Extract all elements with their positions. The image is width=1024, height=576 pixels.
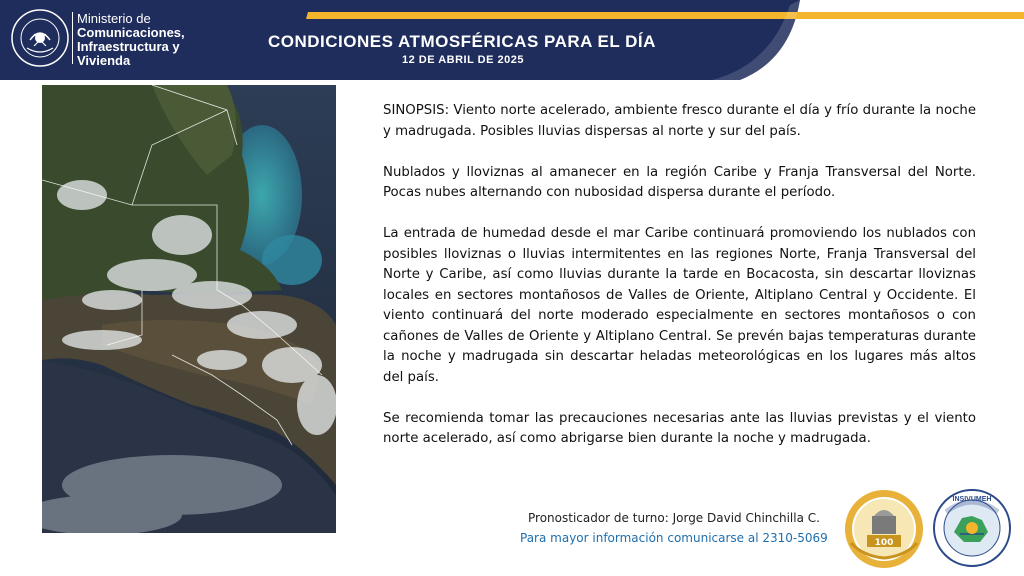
header-banner	[0, 0, 1024, 80]
forecaster-credit: Pronosticador de turno: Jorge David Chinchilla C.	[528, 511, 820, 525]
synopsis-paragraph: SINOPSIS: Viento norte acelerado, ambiente fresco durante el día y frío durante la noche y madrugada. Posibles lluvias dispersas al norte y sur del país.	[383, 103, 976, 139]
svg-text:100: 100	[874, 538, 894, 548]
satellite-image	[42, 85, 336, 533]
bulletin-body	[383, 101, 976, 470]
ministry-line-2: Comunicaciones,	[77, 25, 185, 40]
bulletin-date: 12 DE ABRIL DE 2025	[402, 54, 524, 66]
page-title: CONDICIONES ATMOSFÉRICAS PARA EL DÍA	[268, 32, 656, 51]
ministry-line-3: Infraestructura y	[77, 39, 180, 54]
ministry-line-1: Ministerio de	[77, 11, 151, 26]
ministry-divider	[72, 12, 73, 64]
ministry-name	[77, 12, 185, 68]
observatory-logo	[843, 488, 925, 570]
contact-info: Para mayor información comunicarse al 2310-5069	[520, 531, 828, 545]
guatemala-seal-icon	[10, 8, 70, 68]
recommendation-paragraph: Se recomienda tomar las precauciones necesarias ante las lluvias previstas y el viento norte acelerado, así como abrigarse bien durante la noche y madrugada.	[383, 410, 976, 446]
insivumeh-wordmark: INSIVUMEH	[952, 496, 992, 503]
ministry-line-4: Vivienda	[77, 53, 131, 68]
forecast-details-paragraph: La entrada de humedad desde el mar Caribe continuará promoviendo los nublados con posibles lloviznas o lluvias intermitentes en las regiones Norte, Franja Transversal del Norte y Caribe, así como lluvias durante la tarde en Bocacosta, sin descartar lloviznas locales en sectores montañosos de Valles de Oriente, Altiplano Central y Occidente. El viento continuará del norte moderado especialmente en sectores montañosos o con cañones de Valles de Oriente y Altiplano Central. Se prevén bajas temperaturas durante la noche y madrugada sin descartar heladas meteorológicas en los lugares más altos del país.	[383, 226, 976, 385]
dawn-conditions-paragraph: Nublados y lloviznas al amanecer en la región Caribe y Franja Transversal del Norte. Pocas nubes alternando con nubosidad dispersa durante el período.	[383, 164, 976, 200]
